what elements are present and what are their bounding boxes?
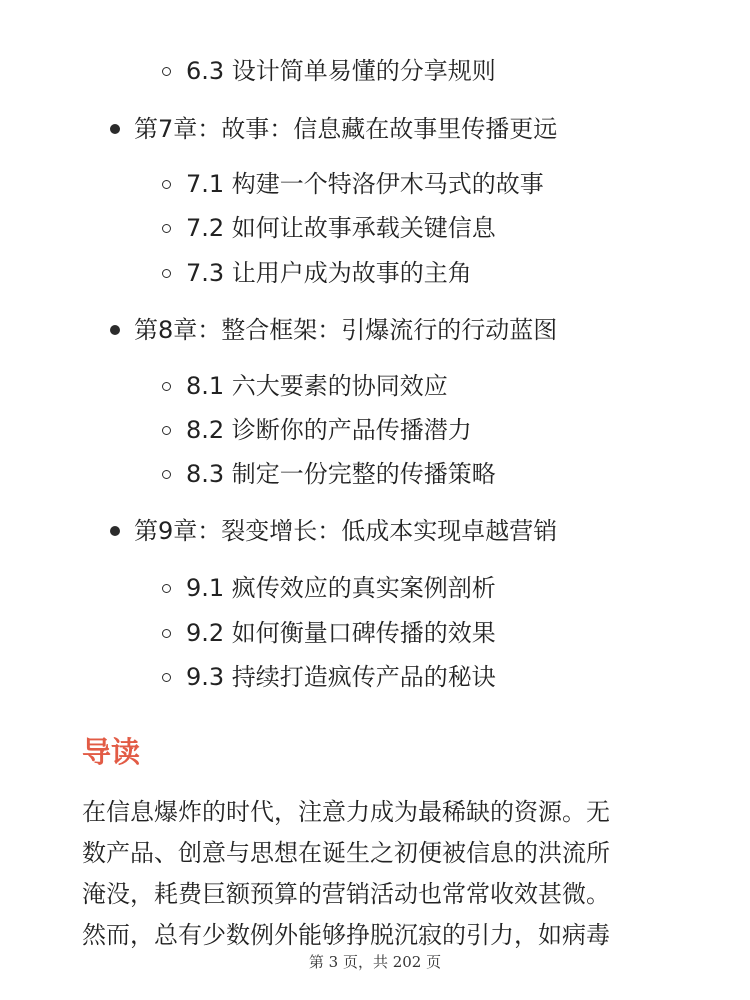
- toc-section-label: 9.1 疯传效应的真实案例剖析: [186, 574, 496, 602]
- toc-chapter-label: 第7章：故事：信息藏在故事里传播更远: [134, 115, 558, 143]
- toc-section-label: 7.2 如何让故事承载关键信息: [186, 214, 496, 242]
- page-footer: 第 3 页，共 202 页: [308, 953, 442, 971]
- toc-section-item: [162, 369, 448, 403]
- toc-section-item: [162, 616, 496, 650]
- hollow-bullet-icon: [162, 67, 171, 76]
- hollow-bullet-icon: [162, 584, 171, 593]
- toc-section-item: [162, 457, 496, 491]
- toc-section-item: [162, 660, 496, 694]
- toc-chapter-label: 第9章：裂变增长：低成本实现卓越营销: [134, 517, 558, 545]
- hollow-bullet-icon: [162, 269, 171, 278]
- toc-section-label: 9.2 如何衡量口碑传播的效果: [186, 619, 496, 647]
- hollow-bullet-icon: [162, 426, 171, 435]
- toc-section-label: 9.3 持续打造疯传产品的秘诀: [186, 663, 496, 691]
- hollow-bullet-icon: [162, 382, 171, 391]
- filled-bullet-icon: [110, 526, 120, 536]
- filled-bullet-icon: [110, 124, 120, 134]
- paragraph-line: 在信息爆炸的时代，注意力成为最稀缺的资源。无: [82, 798, 610, 826]
- paragraph-line: 淹没，耗费巨额预算的营销活动也常常收效甚微。: [82, 880, 610, 908]
- hollow-bullet-icon: [162, 673, 171, 682]
- hollow-bullet-icon: [162, 470, 171, 479]
- paragraph-line: 然而，总有少数例外能够挣脱沉寂的引力，如病毒: [82, 921, 610, 949]
- hollow-bullet-icon: [162, 180, 171, 189]
- toc-chapter-label: 第8章：整合框架：引爆流行的行动蓝图: [134, 316, 558, 344]
- toc-section-item: [162, 256, 472, 290]
- toc-section-label: 8.2 诊断你的产品传播潜力: [186, 416, 472, 444]
- hollow-bullet-icon: [162, 629, 171, 638]
- toc-chapter-item: [110, 514, 557, 548]
- toc-section-label: 6.3 设计简单易懂的分享规则: [186, 57, 496, 85]
- toc-chapter-item: [110, 313, 557, 347]
- toc-section-label: 7.1 构建一个特洛伊木马式的故事: [186, 170, 544, 198]
- hollow-bullet-icon: [162, 224, 171, 233]
- filled-bullet-icon: [110, 325, 120, 335]
- toc-section-item: [162, 167, 544, 201]
- toc-section-item: [162, 571, 496, 605]
- toc-section-label: 7.3 让用户成为故事的主角: [186, 259, 472, 287]
- intro-heading: 导读: [82, 735, 141, 769]
- toc-section-label: 8.3 制定一份完整的传播策略: [186, 460, 496, 488]
- toc-section-item: [162, 211, 496, 245]
- toc-section-item: [162, 54, 496, 88]
- toc-section-item: [162, 413, 472, 447]
- toc-section-label: 8.1 六大要素的协同效应: [186, 372, 448, 400]
- paragraph-line: 数产品、创意与思想在诞生之初便被信息的洪流所: [82, 839, 610, 867]
- toc-chapter-item: [110, 112, 557, 146]
- intro-paragraph: [82, 792, 672, 956]
